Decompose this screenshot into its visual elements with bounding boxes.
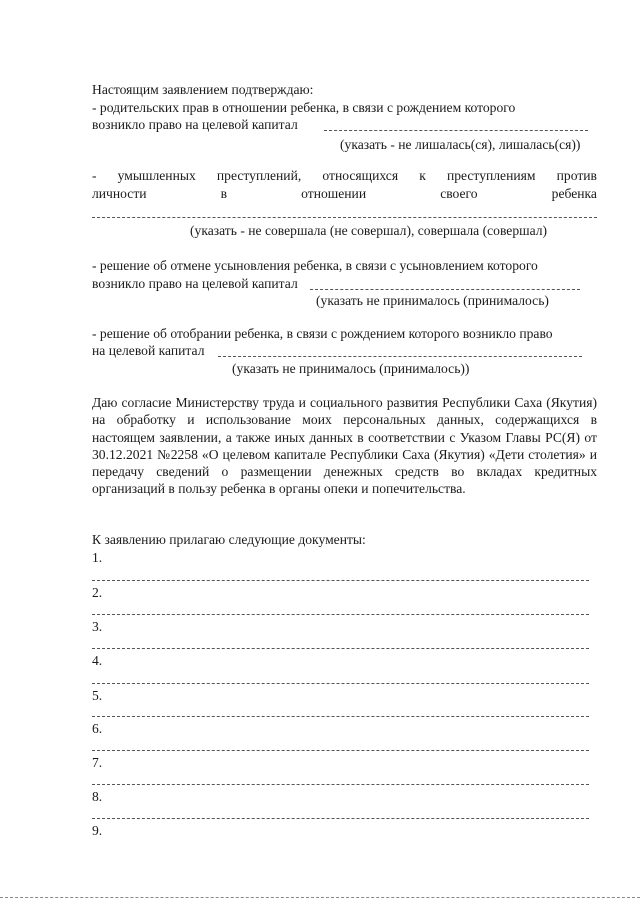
attachment-line-2[interactable] (92, 614, 589, 615)
item1-line1: - родительских прав в отношении ребенка, в связи с рождением которого (92, 100, 516, 115)
attachment-number: 4. (92, 653, 103, 668)
item1-line2: возникло право на целевой капитал (92, 117, 298, 132)
attachment-number: 6. (92, 721, 103, 736)
item2-line2 (92, 186, 597, 202)
attachment-line-7[interactable] (92, 784, 589, 785)
item2-word: в (220, 186, 228, 201)
item2-word: своего (440, 186, 478, 201)
item2-word: преступлений, (216, 168, 302, 183)
item4-line1: - решение об отобрании ребенка, в связи с рождением которого возникло право (92, 326, 553, 341)
item2-word: отношении (301, 186, 367, 201)
attachment-line-1[interactable] (92, 580, 589, 581)
consent-paragraph: Даю согласие Министерству труда и социального развития Республики Саха (Якутия) на обработку и использование моих персональных данных, содержащихся в настоящем заявлении, а также иных данных в соответствии с Указом Главы РС(Я) от 30.12.2021 №2258 «О целевом капитале Республики Саха (Якутия) «Дети столетия» и передачу сведений о размещении денежных средств во вкладах кредитных организаций в пользу ребенка в органы опеки и попечительства. (92, 395, 597, 497)
item3-line1: - решение об отмене усыновления ребенка, в связи с усыновлением которого (92, 258, 538, 273)
page-bottom-rule (0, 897, 640, 898)
item3-fill-line[interactable] (310, 289, 580, 290)
intro-text: Настоящим заявлением подтверждаю: (92, 82, 314, 97)
item4-fill-line[interactable] (218, 356, 582, 357)
attachment-line-5[interactable] (92, 716, 589, 717)
item3-line2: возникло право на целевой капитал (92, 276, 298, 291)
attachment-number: 3. (92, 619, 103, 634)
attachment-line-8[interactable] (92, 818, 589, 819)
item2-word: преступлениям (446, 168, 536, 183)
attachment-line-4[interactable] (92, 683, 589, 684)
attachment-number: 8. (92, 789, 103, 804)
item2-word: умышленных (117, 168, 196, 183)
attachment-number: 2. (92, 585, 103, 600)
item2-line1 (92, 168, 597, 184)
attachments-title: К заявлению прилагаю следующие документы: (92, 532, 366, 547)
item4-line2: на целевой капитал (92, 343, 205, 358)
attachment-number: 5. (92, 688, 103, 703)
item2-fill-line[interactable] (92, 217, 597, 218)
item1-hint: (указать - не лишалась(ся), лишалась(ся)) (340, 137, 581, 152)
attachment-number: 7. (92, 755, 103, 770)
item2-word: личности (92, 186, 147, 201)
attachment-number: 1. (92, 550, 103, 565)
item2-word: к (419, 168, 426, 183)
item3-hint: (указать не принималось (принималось) (316, 293, 549, 308)
attachment-line-3[interactable] (92, 648, 589, 649)
attachment-number: 9. (92, 823, 103, 838)
item2-word: против (556, 168, 597, 183)
item1-fill-line[interactable] (324, 130, 588, 131)
item2-hint: (указать - не совершала (не совершал), совершала (совершал) (190, 223, 548, 238)
attachment-line-6[interactable] (92, 750, 589, 751)
item2-word: ребенка (551, 186, 597, 201)
item4-hint: (указать не принималось (принималось)) (232, 361, 470, 376)
item2-word: относящихся (322, 168, 399, 183)
item2-word: - (92, 168, 97, 183)
